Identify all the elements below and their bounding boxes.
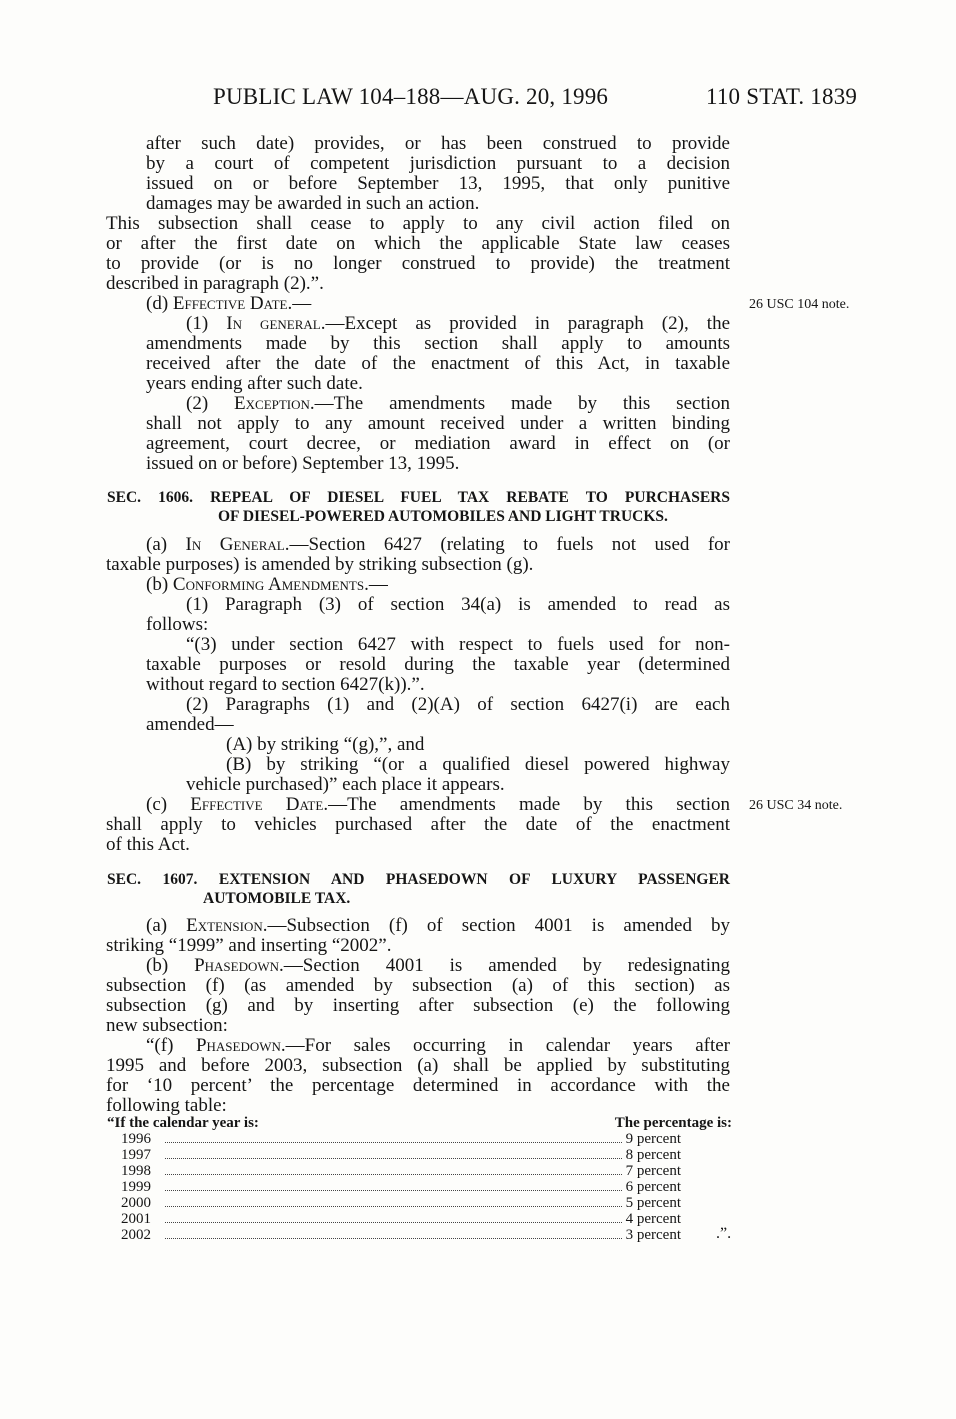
dot-leader — [165, 1141, 622, 1143]
text-line: (B) by striking “(or a qualified diesel powered highway — [226, 754, 730, 775]
subsection-heading: (a) In General.—Section 6427 (relating to fuels not used for — [146, 534, 730, 555]
table-cell-year: 2001 — [121, 1211, 151, 1227]
text-line: striking “1999” and inserting “2002”. — [106, 935, 392, 956]
table-cell-percentage: 3 percent — [625, 1227, 681, 1243]
dot-leader — [165, 1189, 622, 1191]
text-line: (1) Paragraph (3) of section 34(a) is amended to read as — [186, 594, 730, 615]
subsection-heading: (d) Effective Date.— — [146, 293, 312, 314]
text-line: without regard to section 6427(k)).”. — [146, 674, 425, 695]
table-row — [121, 1179, 681, 1195]
table-cell-percentage: 8 percent — [625, 1147, 681, 1163]
table-cell-year: 1996 — [121, 1131, 151, 1147]
table-row — [121, 1227, 681, 1243]
text-line: vehicle purchased)” each place it appears. — [186, 774, 505, 795]
text-line: issued on or before) September 13, 1995. — [146, 453, 460, 474]
paragraph-heading: (2) Exception.—The amendments made by this section — [186, 393, 731, 414]
table-cell-percentage: 6 percent — [625, 1179, 681, 1195]
table-cell-year: 1997 — [121, 1147, 151, 1163]
text-line: subsection (g) and by inserting after subsection (e) the following — [106, 995, 730, 1016]
section-heading: AUTOMOBILE TAX. — [203, 890, 351, 907]
subsection-heading: (c) Effective Date.—The amendments made by this section — [146, 794, 731, 815]
running-header-left: PUBLIC LAW 104–188—AUG. 20, 1996 — [213, 84, 609, 109]
text-line: taxable purposes or resold during the taxable year (determined — [146, 654, 730, 675]
text-line: after such date) provides, or has been construed to provide — [146, 133, 730, 154]
text-line: This subsection shall cease to apply to any civil action filed on — [106, 213, 730, 234]
text-line: amendments made by this section shall apply to amounts — [146, 333, 730, 354]
table-row — [121, 1211, 681, 1227]
text-line: years ending after such date. — [146, 373, 363, 394]
text-line: amended— — [146, 714, 234, 735]
table-cell-year: 1999 — [121, 1179, 151, 1195]
text-line: following table: — [106, 1095, 227, 1116]
text-line: for ‘10 percent’ the percentage determined in accordance with the — [106, 1075, 730, 1096]
margin-note: 26 USC 34 note. — [749, 798, 843, 813]
text-line: of this Act. — [106, 834, 190, 855]
text-line: (A) by striking “(g),”, and — [226, 734, 425, 755]
table-header-percentage: The percentage is: — [614, 1115, 732, 1131]
text-line: subsection (f) (as amended by subsection (a) of this section) as — [106, 975, 730, 996]
paragraph-heading: (1) In general.—Except as provided in paragraph (2), the — [186, 313, 730, 334]
text-line: or after the first date on which the applicable State law ceases — [106, 233, 730, 254]
dot-leader — [165, 1237, 622, 1239]
table-cell-percentage: 7 percent — [625, 1163, 681, 1179]
page-number-header: 110 STAT. 1839 — [706, 84, 858, 109]
dot-leader — [165, 1221, 622, 1223]
margin-note: 26 USC 104 note. — [749, 297, 850, 312]
table-row — [121, 1131, 681, 1147]
text-line: shall not apply to any amount received under a written binding — [146, 413, 730, 434]
text-line: damages may be awarded in such an action. — [146, 193, 480, 214]
table-cell-percentage: 9 percent — [625, 1131, 681, 1147]
dot-leader — [165, 1157, 622, 1159]
dot-leader — [165, 1205, 622, 1207]
closing-quote: .”. — [716, 1225, 732, 1242]
table-cell-percentage: 5 percent — [625, 1195, 681, 1211]
dot-leader — [165, 1173, 622, 1175]
text-line: by a court of competent jurisdiction pursuant to a decision — [146, 153, 730, 174]
text-line: described in paragraph (2).”. — [106, 273, 324, 294]
text-line: taxable purposes) is amended by striking subsection (g). — [106, 554, 534, 575]
text-line: 1995 and before 2003, subsection (a) shall be applied by substituting — [106, 1055, 730, 1076]
text-line: agreement, court decree, or mediation award in effect on (or — [146, 433, 730, 454]
text-line: to provide (or is no longer construed to provide) the treatment — [106, 253, 730, 274]
text-line: shall apply to vehicles purchased after the date of the enactment — [106, 814, 730, 835]
table-row — [121, 1195, 681, 1211]
subsection-heading: (a) Extension.—Subsection (f) of section 4001 is amended by — [146, 915, 730, 936]
text-line: “(3) under section 6427 with respect to fuels used for non- — [186, 634, 730, 655]
table-header — [107, 1115, 732, 1132]
section-heading: SEC. 1606. REPEAL OF DIESEL FUEL TAX REBATE TO PURCHASERS — [107, 489, 730, 506]
table-cell-year: 1998 — [121, 1163, 151, 1179]
table-row — [121, 1163, 681, 1179]
table-header-year: “If the calendar year is: — [107, 1115, 259, 1131]
text-line: new subsection: — [106, 1015, 228, 1036]
subsection-heading: (b) Conforming Amendments.— — [146, 574, 388, 595]
table-cell-year: 2000 — [121, 1195, 151, 1211]
text-line: received after the date of the enactment of this Act, in taxable — [146, 353, 730, 374]
table-cell-percentage: 4 percent — [625, 1211, 681, 1227]
table-cell-year: 2002 — [121, 1227, 151, 1243]
section-heading: OF DIESEL-POWERED AUTOMOBILES AND LIGHT TRUCKS. — [218, 508, 668, 525]
subsection-heading: (b) Phasedown.—Section 4001 is amended by redesignating — [146, 955, 730, 976]
section-heading: SEC. 1607. EXTENSION AND PHASEDOWN OF LUXURY PASSENGER — [107, 871, 730, 888]
subsection-heading: “(f) Phasedown.—For sales occurring in calendar years after — [146, 1035, 730, 1056]
text-line: follows: — [146, 614, 209, 635]
text-line: issued on or before September 13, 1995, that only punitive — [146, 173, 730, 194]
text-line: (2) Paragraphs (1) and (2)(A) of section 6427(i) are each — [186, 694, 730, 715]
table-row — [121, 1147, 681, 1163]
